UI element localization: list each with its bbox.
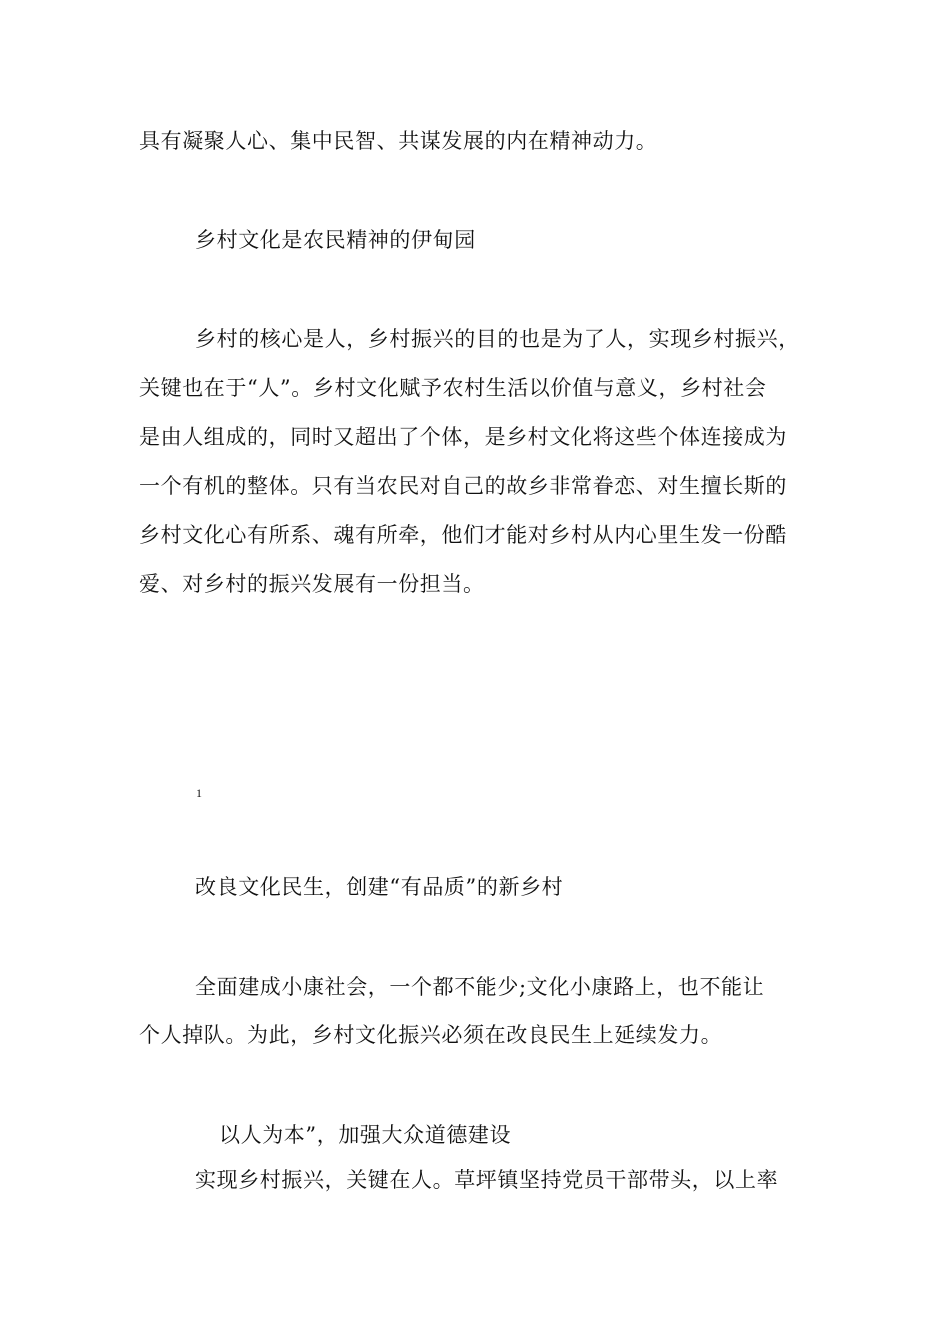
section-heading-improve-livelihood: 改良文化民生，创建“有品质”的新乡村 (195, 875, 564, 899)
page-number: 1 (196, 786, 202, 800)
section-heading-people-oriented: 以人为本”，加强大众道德建设 (219, 1123, 512, 1147)
paragraph-3-line-2: 个人掉队。为此，乡村文化振兴必须在改良民生上延续发力。 (139, 1023, 723, 1047)
paragraph-2-line-1: 乡村的核心是人，乡村振兴的目的也是为了人，实现乡村振兴， (195, 327, 800, 351)
paragraph-3-line-1: 全面建成小康社会，一个都不能少;文化小康路上，也不能让 (195, 975, 765, 999)
paragraph-2-line-5: 乡村文化心有所系、魂有所牵，他们才能对乡村从内心里生发一份酷 (139, 523, 787, 547)
paragraph-2-line-6: 爱、对乡村的振兴发展有一份担当。 (139, 572, 485, 596)
paragraph-2-line-4: 一个有机的整体。只有当农民对自己的故乡非常眷恋、对生擅长斯的 (139, 474, 787, 498)
section-heading-rural-culture: 乡村文化是农民精神的伊甸园 (195, 228, 476, 252)
paragraph-4-line-1: 实现乡村振兴，关键在人。草坪镇坚持党员干部带头，以上率 (195, 1168, 779, 1192)
paragraph-2-line-3: 是由人组成的，同时又超出了个体，是乡村文化将这些个体连接成为 (139, 425, 787, 449)
paragraph-1-line-1: 具有凝聚人心、集中民智、共谋发展的内在精神动力。 (139, 129, 658, 153)
paragraph-2-line-2: 关键也在于“人”。乡村文化赋予农村生活以价值与意义，乡村社会 (139, 376, 767, 400)
